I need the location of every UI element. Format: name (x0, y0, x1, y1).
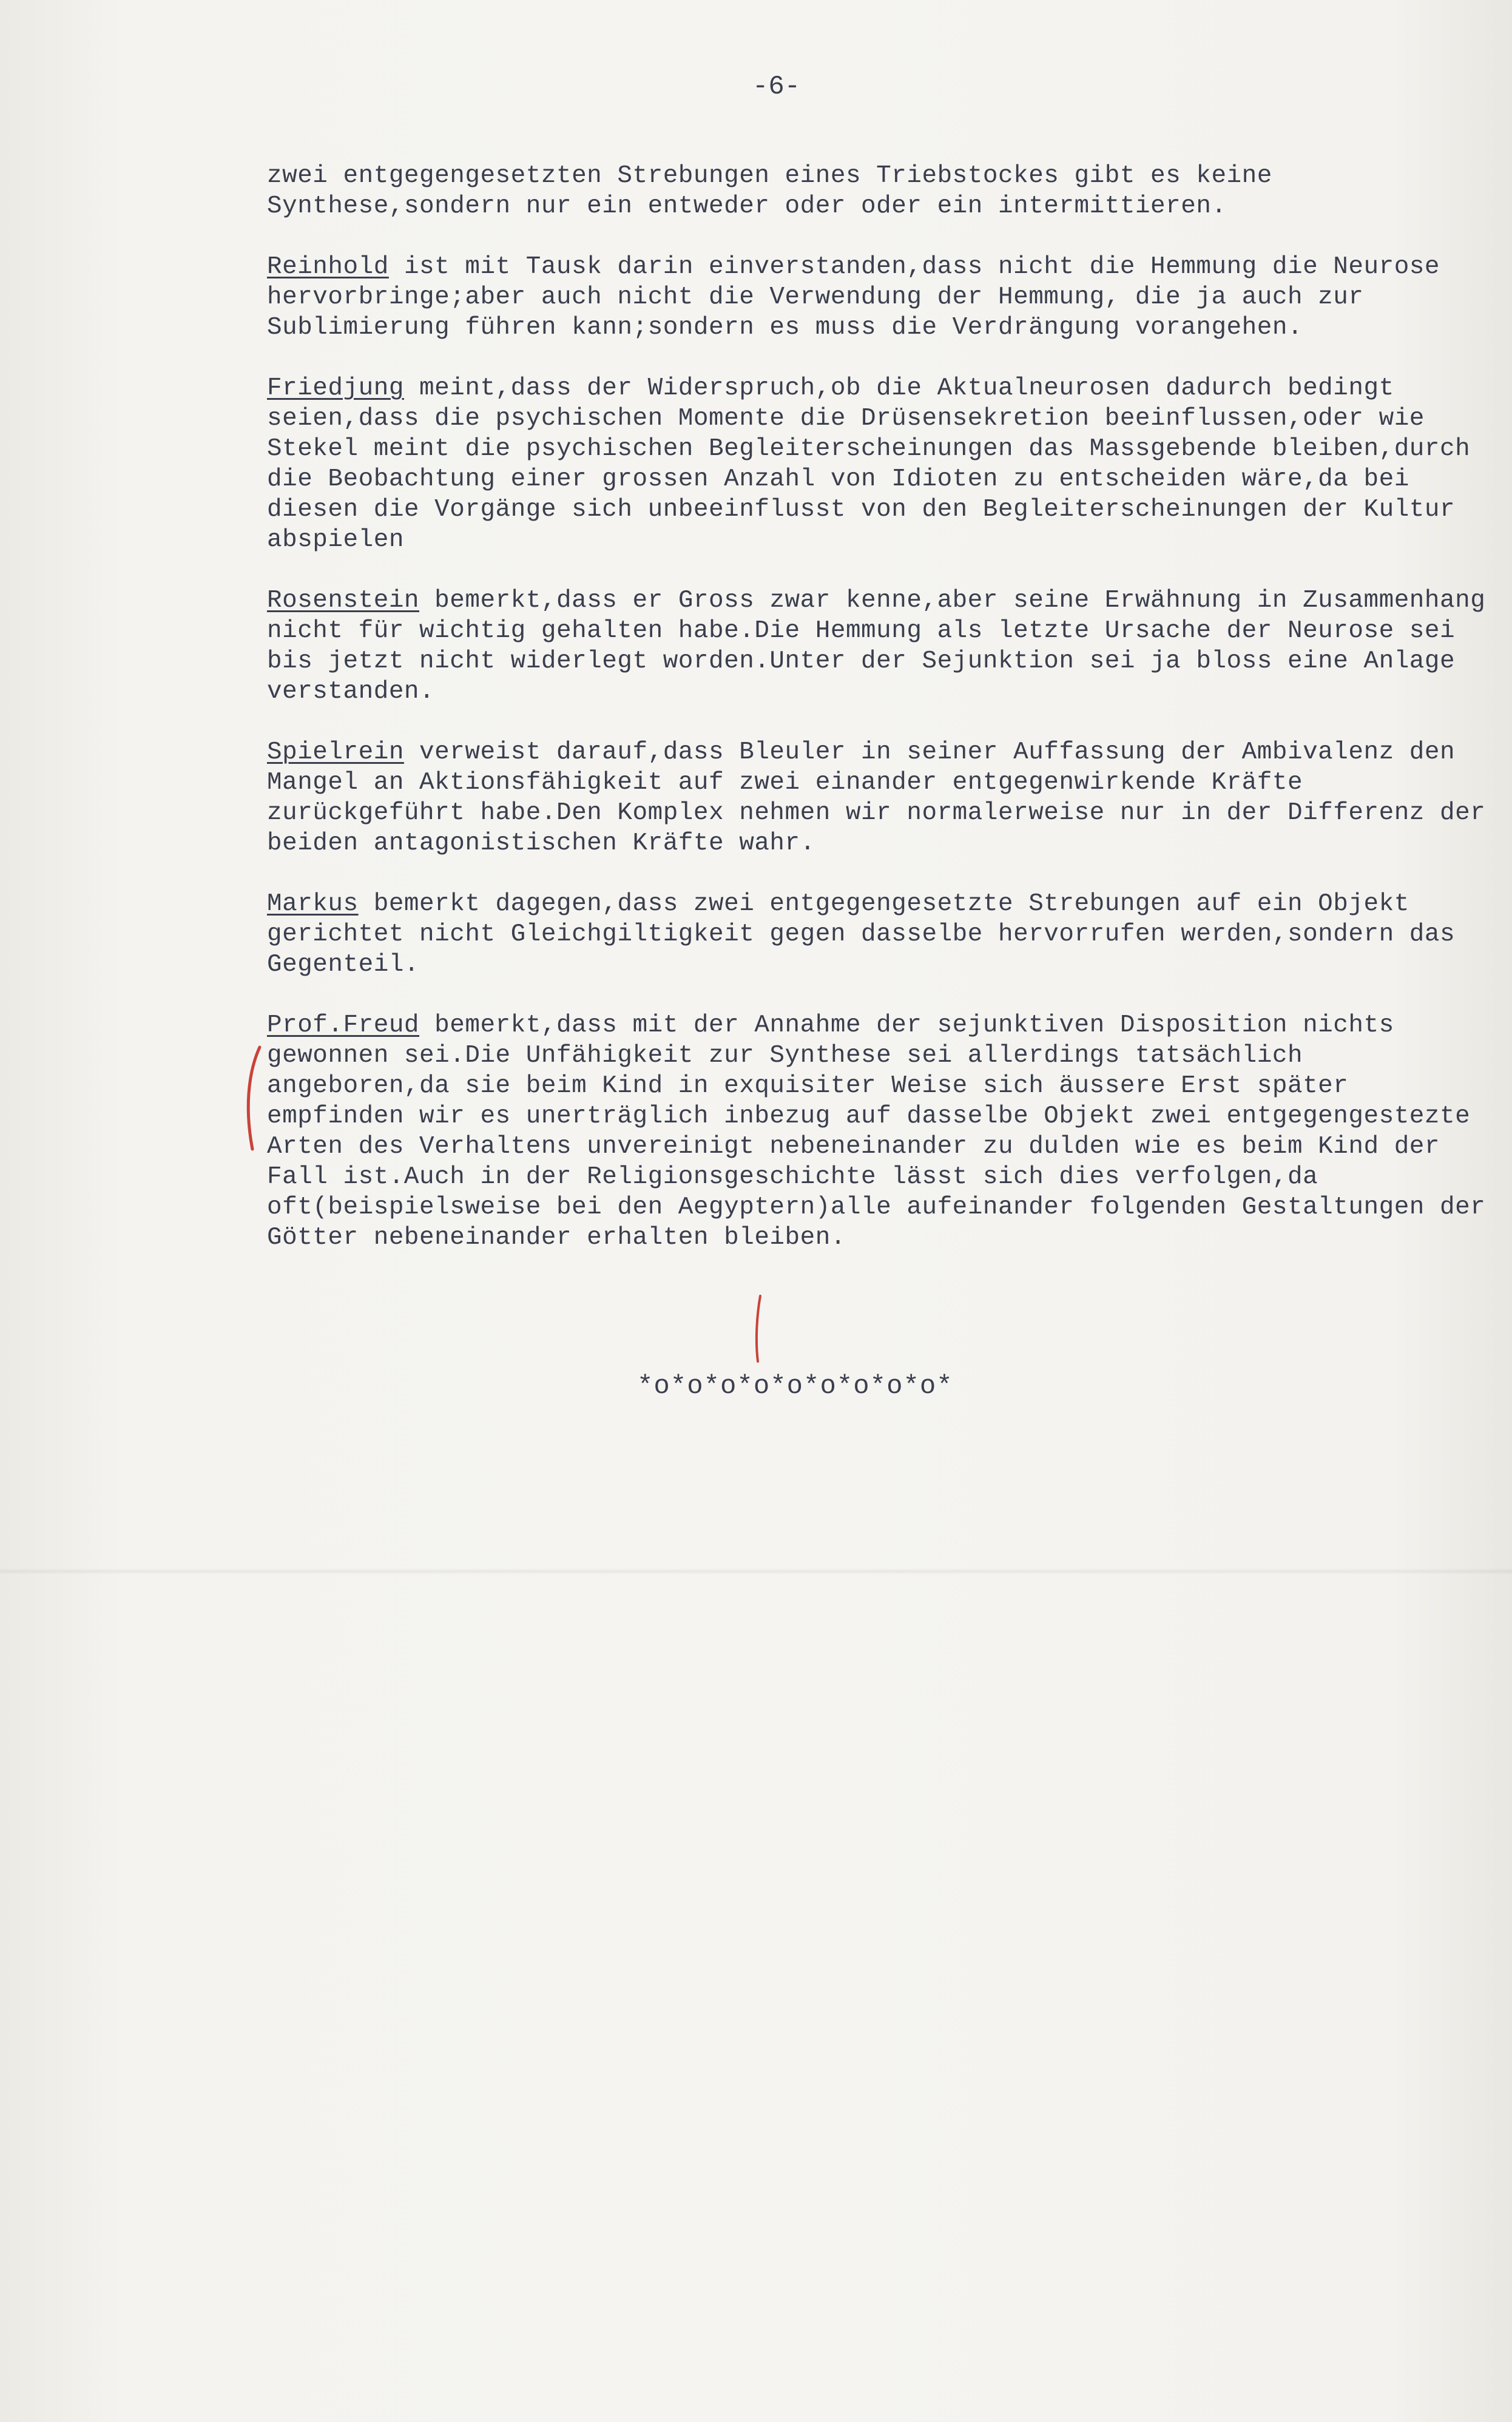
paragraph-continuation (267, 161, 1493, 221)
paragraph-spielrein (267, 737, 1493, 858)
page-number: -6- (752, 72, 801, 102)
paragraph-friedjung (267, 373, 1493, 555)
speaker-name: Spielrein (267, 738, 404, 766)
paper-fold (0, 1568, 1512, 1574)
speaker-name: Rosenstein (267, 587, 420, 615)
paragraph-reinhold (267, 252, 1493, 343)
speaker-name: Reinhold (267, 253, 389, 281)
paragraph-markus (267, 889, 1493, 980)
section-ornament: *o*o*o*o*o*o*o*o*o* (637, 1371, 953, 1402)
speaker-name: Markus (267, 890, 359, 918)
paragraph-freud (267, 1010, 1493, 1253)
paragraph-text: bemerkt,dass mit der Annahme der sejunktiven Disposition nichts gewonnen sei.Die Unfähigkeit zur Synthese sei allerdings tatsächlich angeboren,da sie beim Kind in exquisiter Weise sich äussere Erst später empfinden wir es unerträglich inbezug auf dasselbe Objekt zwei entgegengestezte Arten des Verhaltens unvereinigt nebeneinander zu dulden wie es beim Kind der Fall ist.Auch in der Religionsgeschichte lässt sich dies verfolgen,da oft(beispielsweise bei den Aegyptern)alle aufeinander folgenden Gestaltungen der Götter nebeneinander erhalten bleiben. (267, 1011, 1486, 1252)
speaker-name: Prof.Freud (267, 1011, 420, 1039)
red-pen-bracket-mark (237, 1044, 267, 1153)
paragraph-text: zwei entgegengesetzten Strebungen eines Triebstockes gibt es keine Synthese,sondern nur ein entweder oder oder ein intermittieren. (267, 162, 1272, 220)
paragraph-rosenstein (267, 585, 1493, 707)
paragraph-text: bemerkt,dass er Gross zwar kenne,aber seine Erwähnung in Zusammenhang nicht für wichtig gehalten habe.Die Hemmung als letzte Ursache der Neurose sei bis jetzt nicht widerlegt worden.Unter der Sejunktion sei ja bloss eine Anlage verstanden. (267, 587, 1486, 706)
paragraph-text: verweist darauf,dass Bleuler in seiner Auffassung der Ambivalenz den Mangel an Aktionsfähigkeit auf zwei einander entgegenwirkende Kräfte zurückgeführt habe.Den Komplex nehmen wir normalerweise nur in der Differenz der beiden antagonistischen Kräfte wahr. (267, 738, 1486, 857)
paragraph-text: bemerkt dagegen,dass zwei entgegengesetzte Strebungen auf ein Objekt gerichtet nicht Gleichgiltigkeit gegen dasselbe hervorrufen werden,sondern das Gegenteil. (267, 890, 1456, 979)
paragraph-text: ist mit Tausk darin einverstanden,dass nicht die Hemmung die Neurose hervorbringe;aber auch nicht die Verwendung der Hemmung, die ja auch zur Sublimierung führen kann;sondern es muss die Verdrängung vorangehen. (267, 253, 1440, 342)
minutes-body (267, 161, 1493, 1283)
paragraph-text: meint,dass der Widerspruch,ob die Aktualneurosen dadurch bedingt seien,dass die psychischen Momente die Drüsensekretion beeinflussen,oder wie Stekel meint die psychischen Begleiterscheinungen das Massgebende bleiben,durch die Beobachtung einer grossen Anzahl von Idioten zu entscheiden wäre,da bei diesen die Vorgänge sich unbeeinflusst von den Begleiterscheinungen der Kultur abspielen (267, 374, 1471, 554)
speaker-name: Friedjung (267, 374, 404, 402)
red-pen-end-mark (749, 1292, 768, 1365)
